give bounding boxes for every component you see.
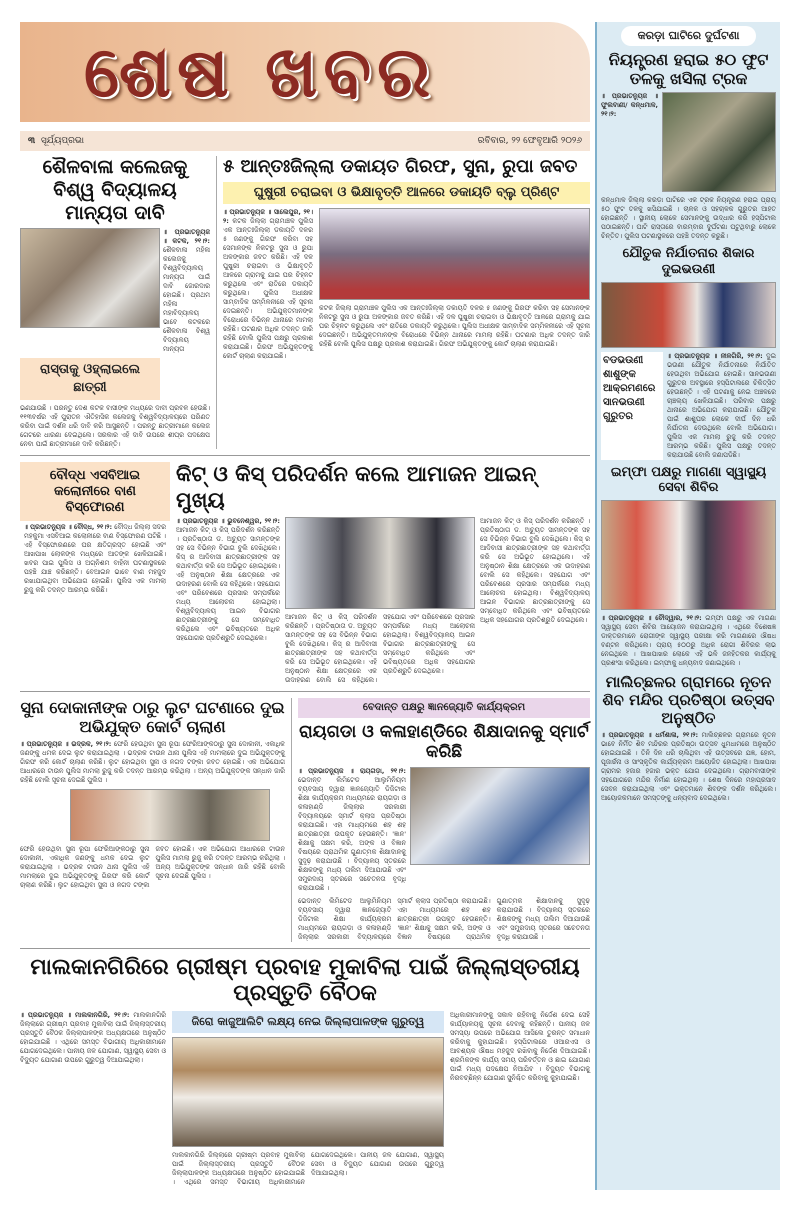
- photo-amazon-visit: [285, 517, 475, 609]
- story-boudh-blast: [20, 462, 170, 597]
- divider: [20, 691, 590, 692]
- story-health-camp: [601, 465, 776, 668]
- headline: ରାୟଗଡା ଓ କଳାହାଣ୍ଡିରେ ଶିକ୍ଷାଦାନକୁ ସ୍ମାର୍ଟ କରିଛି: [299, 721, 589, 763]
- story-body: ॥ ପ୍ରଭାତନ୍ୟୁଜ ॥ ଭଦ୍ରକ, ୨୧।୨: ଫେରି ହେଉଥିବା ସୁନା ରୂପା ଫେରିଆଙ୍କଠାରୁ ସୁନା ଦୋକାନୀ, ଏକାଧିକ ଜଣଙ୍କୁ ଧମକ ଦେଇ ଲୁଟ କରାଯାଇଥିଲା । ଭଦ୍ରକ ଟାଉନ ଥାନା ପୁଲିସ ଏହି ମାମଲାରେ ଦୁଇ ଅଭିଯୁକ୍ତଙ୍କୁ ଗିରଫ କରି କୋର୍ଟ ଚାଲାଣ କରିଛି। ଲୁଟ ହୋଇଥିବା ସୁନା ଓ ନଗଦ ଟଙ୍କା ଜବତ ହୋଇଛି। ଏକ ଅଭିଯୋଗ ଆଧାରରେ ଟାଉନ ପୁଲିସ ମାମଲା ରୁଜୁ କରି ତଦନ୍ତ ଆରମ୍ଭ କରିଥିଲା । ଅନ୍ୟ ଅଭିଯୁକ୍ତଙ୍କ ସନ୍ଧାନ ଜାରି ରହିଛି ବୋଲି ସୂଚନା ଦେଇଛି ପୁଲିସ ।: [20, 740, 285, 785]
- story-heatwave: [20, 955, 590, 1188]
- story-body: ଫେରି ହେଉଥିବା ସୁନା ରୂପା ଫେରିଆଙ୍କଠାରୁ ସୁନା ଦୋକାନୀ, ଏକାଧିକ ଜଣଙ୍କୁ ଧମକ ଦେଇ ଲୁଟ କରାଯାଇଥିଲା । ଭଦ୍ରକ ଟାଉନ ଥାନା ପୁଲିସ ଏହି ମାମଲାରେ ଦୁଇ ଅଭିଯୁକ୍ତଙ୍କୁ ଗିରଫ କରି କୋର୍ଟ ଚାଲାଣ କରିଛି। ଲୁଟ ହୋଇଥିବା ସୁନା ଓ ନଗଦ ଟଙ୍କା ଜବତ ହୋଇଛି। ଏକ ଅଭିଯୋଗ ଆଧାରରେ ଟାଉନ ପୁଲିସ ମାମଲା ରୁଜୁ କରି ତଦନ୍ତ ଆରମ୍ଭ କରିଥିଲା । ଅନ୍ୟ ଅଭିଯୁକ୍ତଙ୍କ ସନ୍ଧାନ ଜାରି ରହିଛି ବୋଲି ସୂଚନା ଦେଇଛି ପୁଲିସ ।: [20, 845, 285, 890]
- story-shailabala: [20, 156, 210, 449]
- story-columns: [601, 92, 776, 192]
- photo-meeting: [172, 1037, 444, 1147]
- story-columns: [601, 352, 776, 460]
- story-body: ॥ ପ୍ରଭାତନ୍ୟୁଜ ॥ କଟକ, ୨୧।୨: ଶୈଳବାଳା ମହିଳା କଲେଜକୁ ବିଶ୍ୱବିଦ୍ୟାଳୟ ମାନ୍ୟତା ପାଇଁ ଦାବି ଜୋରଦାର ହୋଇଛି। ପ୍ରଥମ ମହିଳା ମହାବିଦ୍ୟାଳୟ ଭାବେ କଟକରେ ଶୈଳବାଳା ବିଶ୍ୱ ବିଦ୍ୟାଳୟ ମାନ୍ୟତା: [163, 228, 210, 354]
- headline: ୫ ଆନ୍ତଃଜିଲ୍ଲା ଡକାୟତ ଗିରଫ, ସୁନା, ରୁପା ଜବତ: [223, 156, 578, 177]
- photo-column: [172, 1011, 444, 1187]
- headline: ସୁନା ଦୋକାନୀଙ୍କ ଠାରୁ ଲୁଟ ଘଟଣାରେ ଦୁଇ ଅଭିଯୁକ୍ତ କୋର୍ଟ ଚାଲାଣ: [20, 697, 285, 736]
- story-columns: [223, 208, 590, 361]
- story-body: ॥ ପ୍ରଭାତନ୍ୟୁଜ ॥ ଭୁବନେଶ୍ୱର, ୨୧।୨: ଆମାଜନ କିଟ୍ ଓ କିସ୍ ପରିଦର୍ଶନ କରିଛନ୍ତି । ପ୍ରତିଷ୍ଠାତା ଡ. ଅଚ୍ୟୁତ ସାମନ୍ତଙ୍କ ସହ ସେ ବିଭିନ୍ନ ବିଭାଗ ବୁଲି ଦେଖିଥିଲେ। କିସ୍ ର ଆଦିବାସୀ ଛାତ୍ରଛାତ୍ରୀଙ୍କ ସହ କଥାବାର୍ତ୍ତା କରି ସେ ଅଭିଭୂତ ହୋଇଥିଲେ। ଏହି ଅନୁଷ୍ଠାନ ଶିକ୍ଷା କ୍ଷେତ୍ରରେ ଏକ ଉଦାହରଣ ବୋଲି ସେ କହିଥିଲେ। ସହଯୋଗ ଏବଂ ପରିବେଶରେ ପ୍ରସାର ସମ୍ପର୍କରେ ମଧ୍ୟ ଆଲୋଚନା ହୋଇଥିଲା। ବିଶ୍ୱବିଦ୍ୟାଳୟ ଆଇନ ବିଭାଗର ଛାତ୍ରଛାତ୍ରୀଙ୍କୁ ସେ ସମ୍ବୋଧିତ କରିଥିଲେ ଏବଂ ଭବିଷ୍ୟତରେ ଅଧିକ ସହଯୋଗର ପ୍ରତିଶ୍ରୁତି ଦେଇଥିଲେ।: [176, 516, 280, 642]
- story-body: ॥ ପ୍ରଭାତନ୍ୟୁଜ ॥ ସାଲେପୁର, ୨୧।୨: କଟକ ଜିଲ୍ଲା ଗ୍ରାମାଞ୍ଚଳ ପୁଲିସ ଏକ ଆନ୍ତଃଜିଲ୍ଲା ଡକାୟତି ଦଳର ୫ ଜଣଙ୍କୁ ଗିରଫ କରିବା ସହ ସେମାନଙ୍କ ନିକଟରୁ ସୁନା ଓ ରୁପା ଅଳଙ୍କାର ଜବତ କରିଛି। ଏହି ଦଳ ଘୁଷୁରୀ ଚରାଇବା ଓ ଭିକ୍ଷାବୃତ୍ତି ଆଳରେ ଗ୍ରାମକୁ ଯାଇ ଘର ଚିହ୍ନଟ କରୁଥିଲେ ଏବଂ ରାତିରେ ଡକାୟତି କରୁଥିଲେ। ପୁଲିସ ଅଧୀକ୍ଷକ ସାମ୍ବାଦିକ ସମ୍ମିଳନୀରେ ଏହି ସୂଚନା ଦେଇଛନ୍ତି। ଅଭିଯୁକ୍ତମାନଙ୍କ ବିରୋଧରେ ବିଭିନ୍ନ ଥାନାରେ ମାମଲା ରହିଛି। ଘଟଣାର ଅଧିକ ତଦନ୍ତ ଜାରି ରହିଛି ବୋଲି ପୁଲିସ ପକ୍ଷରୁ ପ୍ରକାଶ କରାଯାଇଛି। ଗିରଫ ଅଭିଯୁକ୍ତଙ୍କୁ କୋର୍ଟ ଚାଲାଣ କରାଯାଇଛି।: [223, 207, 313, 360]
- photo-arrested-accused: [319, 208, 590, 300]
- subheadline: ଘୁଷୁରୀ ଚରାଇବା ଓ ଭିକ୍ଷାବୃତ୍ତି ଆଳରେ ଡକାୟତି ବ୍ଲୁ ପ୍ରିଣ୍ଟ: [223, 182, 590, 204]
- story-temple: [601, 673, 776, 803]
- story-gold-loot: [20, 698, 285, 890]
- story-columns: [20, 1011, 590, 1187]
- date-strip: [20, 131, 590, 151]
- photo-accused-police: [70, 789, 270, 841]
- photo-caption: ରାସ୍ତାକୁ ଓହ୍ଲାଇଲେ ଛାତ୍ରୀ: [20, 358, 160, 400]
- story-body: ଆମାଜନ କିଟ୍ ଓ କିସ୍ ପରିଦର୍ଶନ କରିଛନ୍ତି । ପ୍ରତିଷ୍ଠାତା ଡ. ଅଚ୍ୟୁତ ସାମନ୍ତଙ୍କ ସହ ସେ ବିଭିନ୍ନ ବିଭାଗ ବୁଲି ଦେଖିଥିଲେ। କିସ୍ ର ଆଦିବାସୀ ଛାତ୍ରଛାତ୍ରୀଙ୍କ ସହ କଥାବାର୍ତ୍ତା କରି ସେ ଅଭିଭୂତ ହୋଇଥିଲେ। ଏହି ଅନୁଷ୍ଠାନ ଶିକ୍ଷା କ୍ଷେତ୍ରରେ ଏକ ଉଦାହରଣ ବୋଲି ସେ କହିଥିଲେ। ସହଯୋଗ ଏବଂ ପରିବେଶରେ ପ୍ରସାର ସମ୍ପର୍କରେ ମଧ୍ୟ ଆଲୋଚନା ହୋଇଥିଲା। ବିଶ୍ୱବିଦ୍ୟାଳୟ ଆଇନ ବିଭାଗର ଛାତ୍ରଛାତ୍ରୀଙ୍କୁ ସେ ସମ୍ବୋଧିତ କରିଥିଲେ ଏବଂ ଭବିଷ୍ୟତରେ ଅଧିକ ସହଯୋଗର ପ୍ରତିଶ୍ରୁତି ଦେଇଥିଲେ।: [285, 612, 475, 684]
- divider: [291, 698, 292, 942]
- headline: ମାଲିଚ୍ଛଳର ଗ୍ରାମରେ ନୂତନ ଶିବ ମନ୍ଦିର ପ୍ରତିଷ୍ଠା ଉତ୍ସବ ଅନୁଷ୍ଠିତ: [602, 672, 775, 727]
- divider: [20, 948, 590, 949]
- subheadline: ଜିରୋ କାଜୁଆଲିଟି ଲକ୍ଷ୍ୟ ନେଇ ଜିଲ୍ଲାପାଳଙ୍କ ଗୁରୁତ୍ୱ: [172, 1011, 444, 1033]
- story-body: ॥ ପ୍ରଭାତନ୍ୟୁଜ ॥ ନୀଳଗିରି, ୨୧।୨: ଦୁଇ ଭଉଣୀ ଯୌତୁକ ନିର୍ଯାତନାରେ ନିର୍ଯାତିତ ହେଉଥିବା ଅଭିଯୋଗ ହୋଇଛି। ସାନଭଉଣୀ ଗୁରୁତର ଅବସ୍ଥାରେ ହସ୍ପିଟାଲରେ ଚିକିତ୍ସିତ ହେଉଛନ୍ତି । ଏହି ଘଟଣାକୁ ନେଇ ଅଞ୍ଚଳରେ ଚାଞ୍ଚଲ୍ୟ ଖେଳିଯାଇଛି। ପରିବାର ପକ୍ଷରୁ ଥାନାରେ ଅଭିଯୋଗ କରାଯାଇଛି। ଯୌତୁକ ପାଇଁ ଶାଶୁଘର ଲୋକେ ଦୀର୍ଘ ଦିନ ଧରି ନିର୍ଯାତନା ଦେଉଥିଲେ ବୋଲି ଅଭିଯୋଗ। ପୁଲିସ ଏକ ମାମଲା ରୁଜୁ କରି ତଦନ୍ତ ଆରମ୍ଭ କରିଛି। ପୁଲିସ ପକ୍ଷରୁ ତଦନ୍ତ କରାଯାଉଛି ବୋଲି ଜଣାପଡିଛି।: [667, 351, 776, 459]
- story-body: ଭଣଯାଉଛି । ପରନ୍ତୁ ଦେଶ କଟକ ବାସୀଙ୍କ ମଧ୍ୟରେ ଦାବୀ ପ୍ରବଳ ହେଉଛି। ୧୧୩ବର୍ଷର ଏହି ପୁରାତନ ଐତିହାସିକ କଲେଜକୁ ବିଶ୍ୱବିଦ୍ୟାଳୟରେ ପରିଣତ କରିବା ପାଇଁ ଦର୍ଶନ ଧରି ଦାବି କରି ଆସୁଛନ୍ତି । ପରନ୍ତୁ ଛାତ୍ରୀମାନେ କଲେଜ ଗେଟରେ ଧାରଣା ଦେଇଥିଲେ। ସରକାର ଏହି ଦାବି ଉପରେ ଶୀଘ୍ର ପଦକ୍ଷେପ ନେବା ପାଇଁ ଛାତ୍ରୀମାନେ ଦାବି କରିଛନ୍ତି।: [20, 404, 210, 449]
- row-top: [20, 156, 590, 449]
- headline: ନିୟନ୍ତ୍ରଣ ହରାଇ ୫୦ ଫୁଟ ତଳକୁ ଖସିଲା ଟ୍ରକ: [608, 50, 769, 89]
- story-body: ଭେଦାନ୍ତ ଲିମିଟେଡ ଆଲୁମିନିୟମ ବ୍ୟବସାୟ ଦ୍ୱାରା ଜ୍ଞାନଜ୍ୟୋତି ଡିଜିଟାଲ ଶିକ୍ଷା କାର୍ଯ୍ୟକ୍ରମ ମାଧ୍ୟମରେ ରାୟଗଡ଼ା ଓ କଳାହାଣ୍ଡି ଜିଲ୍ଲାର ସରକାରୀ ବିଦ୍ୟାଳୟରେ ସ୍ମାର୍ଟ କ୍ଲାସ ପ୍ରତିଷ୍ଠା କରାଯାଇଛି। ଏହା ମାଧ୍ୟମରେ ଶହ ଶହ ଛାତ୍ରଛାତ୍ରୀ ଉପକୃତ ହେଉଛନ୍ତି। 'ଜ୍ଞାନ' ଶିକ୍ଷାକୁ ସକ୍ଷମ କରି, ଅଙ୍କ ଓ ବିଜ୍ଞାନ ବିଷୟରେ ପ୍ରାଥମିକ ଗୁଣାତ୍ମକ ଶିକ୍ଷାଦାନକୁ ସୁଦୃଢ଼ କରାଯାଉଛି । ବିଦ୍ୟାଳୟ ସ୍ତରରେ ଶିକ୍ଷକଙ୍କୁ ମଧ୍ୟ ତାଲିମ ଦିଆଯାଉଛି ଏବଂ ସମ୍ପ୍ରଦାୟ ସ୍ତରରେ ସଚେତନତା ବୃଦ୍ଧି କରାଯାଉଛି ।: [298, 896, 590, 941]
- story-body: ଅଧିକାରୀମାନଙ୍କୁ ସକାଳ ରହିବାକୁ ନିର୍ଦ୍ଦେଶ ଦେଇ ସେହି କାର୍ଯ୍ୟାଳୟକୁ ସୂଚନା ଦେବାକୁ କହିଛନ୍ତି। ପାନୀୟ ଜଳ ସମସ୍ୟା ଉପରେ ଅଭିଯୋଗ ଆସିଲେ ତୁରନ୍ତ ସମାଧାନ କରିବାକୁ କୁହାଯାଇଛି। ହସ୍ପିଟାଲରେ ଓଆରଏସ ଓ ଆବଶ୍ୟକ ଔଷଧ ମହଜୁଦ ରଖିବାକୁ ନିର୍ଦ୍ଦେଶ ଦିଆଯାଇଛି। ଶ୍ରମିକଙ୍କ କାର୍ଯ୍ୟ ସମୟ ପରିବର୍ତ୍ତନ ଓ ଛାଇ ଯୋଗାଣ ପାଇଁ ମଧ୍ୟ ପଦକ୍ଷେପ ନିଆଯିବ । ବିଦ୍ୟୁତ ବିଭାଗକୁ ନିରବଚ୍ଛିନ୍ନ ଯୋଗାଣ ସୁନିଶ୍ଚିତ କରିବାକୁ କୁହାଯାଇଛି।: [450, 1011, 590, 1083]
- story-body: ଆମାଜନ କିଟ୍ ଓ କିସ୍ ପରିଦର୍ଶନ କରିଛନ୍ତି । ପ୍ରତିଷ୍ଠାତା ଡ. ଅଚ୍ୟୁତ ସାମନ୍ତଙ୍କ ସହ ସେ ବିଭିନ୍ନ ବିଭାଗ ବୁଲି ଦେଖିଥିଲେ। କିସ୍ ର ଆଦିବାସୀ ଛାତ୍ରଛାତ୍ରୀଙ୍କ ସହ କଥାବାର୍ତ୍ତା କରି ସେ ଅଭିଭୂତ ହୋଇଥିଲେ। ଏହି ଅନୁଷ୍ଠାନ ଶିକ୍ଷା କ୍ଷେତ୍ରରେ ଏକ ଉଦାହରଣ ବୋଲି ସେ କହିଥିଲେ। ସହଯୋଗ ଏବଂ ପରିବେଶରେ ପ୍ରସାର ସମ୍ପର୍କରେ ମଧ୍ୟ ଆଲୋଚନା ହୋଇଥିଲା। ବିଶ୍ୱବିଦ୍ୟାଳୟ ଆଇନ ବିଭାଗର ଛାତ୍ରଛାତ୍ରୀଙ୍କୁ ସେ ସମ୍ବୋଧିତ କରିଥିଲେ ଏବଂ ଭବିଷ୍ୟତରେ ଅଧିକ ସହଯୋଗର ପ୍ରତିଶ୍ରୁତି ଦେଇଥିଲେ।: [480, 516, 590, 624]
- kicker: କରଡ଼ା ଘାଟିରେ ଦୁର୍ଘଟଣା: [621, 26, 756, 46]
- story-amazon: [176, 462, 590, 684]
- row-second: [20, 462, 590, 684]
- story-body: ॥ ପ୍ରଭାତନ୍ୟୁଜ ॥ ଧର୍ମଶାଳା, ୨୧।୨: ମାଲିଚ୍ଛଳର ଗ୍ରାମରେ ନୂତନ ଭାବେ ନିର୍ମିତ ଶିବ ମନ୍ଦିରର ପ୍ରତିଷ୍ଠା ଉତ୍ସବ ଧୁମଧାମରେ ଅନୁଷ୍ଠିତ ହୋଇଯାଇଛି । ତିନି ଦିନ ଧରି ଚାଲିଥିବା ଏହି ଉତ୍ସବରେ ଯଜ୍ଞ, ହୋମ, ପୂଜାର୍ଚ୍ଚନା ଓ ସାଂସ୍କୃତିକ କାର୍ଯ୍ୟକ୍ରମ ଆୟୋଜିତ ହୋଇଥିଲା। ଆଖପାଖ ଗ୍ରାମର ହଜାର ହଜାର ଭକ୍ତ ଯୋଗ ଦେଇଥିଲେ। ଗ୍ରାମବାସୀଙ୍କ ସହଯୋଗରେ ମନ୍ଦିର ନିର୍ମାଣ ହୋଇଥିଲା । ଶେଷ ଦିନରେ ମହାପ୍ରସାଦ ସେବନ କରାଯାଇଥିଲା ଏବଂ ଭକ୍ତମାନେ ଶିବଙ୍କ ଦର୍ଶନ କରିଥିଲେ। ଆୟୋଜକମାନେ ସମସ୍ତଙ୍କୁ ଧନ୍ୟବାଦ ଦେଇଥିଲେ।: [601, 730, 776, 802]
- photo-smart-class: [410, 767, 590, 865]
- story-columns: [298, 767, 590, 893]
- headline: ଇମ୍ଫା ପକ୍ଷରୁ ମାଗଣା ସ୍ୱାସ୍ଥ୍ୟ ସେବା ଶିବିର: [610, 464, 767, 496]
- story-dowry: [601, 246, 776, 459]
- photo-column: [285, 517, 475, 685]
- headline: ବୌଦ୍ଧ ଏସବିଆଇ କଲୋନୀରେ ବାଣ ବିସ୍ଫୋରଣ: [49, 468, 141, 515]
- right-column: [595, 22, 780, 1190]
- headline: ମାଲକାନଗିରିରେ ଗ୍ରୀଷ୍ମ ପ୍ରବାହ ମୁକାବିଲା ପାଇଁ ଜିଲ୍ଲାସ୍ତରୀୟ ପ୍ରସ୍ତୁତି ବୈଠକ: [30, 954, 580, 1006]
- headline: କିଟ୍ ଓ କିସ୍ ପରିଦର୍ଶନ କଲେ ଆମାଜନ ଆଇନ୍ ମୁଖ୍ୟ: [176, 462, 537, 512]
- story-body: କଟକ ଜିଲ୍ଲା ଗ୍ରାମାଞ୍ଚଳ ପୁଲିସ ଏକ ଆନ୍ତଃଜିଲ୍ଲା ଡକାୟତି ଦଳର ୫ ଜଣଙ୍କୁ ଗିରଫ କରିବା ସହ ସେମାନଙ୍କ ନିକଟରୁ ସୁନା ଓ ରୁପା ଅଳଙ୍କାର ଜବତ କରିଛି। ଏହି ଦଳ ଘୁଷୁରୀ ଚରାଇବା ଓ ଭିକ୍ଷାବୃତ୍ତି ଆଳରେ ଗ୍ରାମକୁ ଯାଇ ଘର ଚିହ୍ନଟ କରୁଥିଲେ ଏବଂ ରାତିରେ ଡକାୟତି କରୁଥିଲେ। ପୁଲିସ ଅଧୀକ୍ଷକ ସାମ୍ବାଦିକ ସମ୍ମିଳନୀରେ ଏହି ସୂଚନା ଦେଇଛନ୍ତି। ଅଭିଯୁକ୍ତମାନଙ୍କ ବିରୋଧରେ ବିଭିନ୍ନ ଥାନାରେ ମାମଲା ରହିଛି। ଘଟଣାର ଅଧିକ ତଦନ୍ତ ଜାରି ରହିଛି ବୋଲି ପୁଲିସ ପକ୍ଷରୁ ପ୍ରକାଶ କରାଯାଇଛି। ଗିରଫ ଅଭିଯୁକ୍ତଙ୍କୁ କୋର୍ଟ ଚାଲାଣ କରାଯାଇଛି।: [319, 303, 590, 348]
- photo-students-protest: [20, 228, 160, 328]
- photo-caption: ବଡଭଉଣୀ ଶାଶୁଙ୍କ ଆକ୍ରମଣରେ ସାନଭଉଣୀ ଗୁରୁତର: [601, 352, 663, 460]
- main-area: [20, 156, 590, 1187]
- divider: [20, 455, 590, 456]
- story-body: ॥ ପ୍ରଭାତନ୍ୟୁଜ ॥ ବୌଦ୍ଧ, ୨୧।୨: ବୌଦ୍ଧ ଜିଲ୍ଲା ସଦର ମହକୁମା ଏସବିଆଇ କଲୋନୀରେ ବାଣ ବିସ୍ଫୋରଣ ଘଟିଛି । ଏହି ବିସ୍ଫୋରଣରେ ଘର କ୍ଷତିଗ୍ରସ୍ତ ହୋଇଛି ଏବଂ ଆଖପାଖ ଲୋକଙ୍କ ମଧ୍ୟରେ ଆତଙ୍କ ଖେଳିଯାଇଛି। ଖବର ପାଇ ପୁଲିସ ଓ ଅଗ୍ନିଶମ ବାହିନୀ ଘଟଣାସ୍ଥଳରେ ପହଞ୍ଚି ଯାଞ୍ଚ କରିଛନ୍ତି। ବେଆଇନ ଭାବେ ବାଣ ମହଜୁଦ ରଖାଯାଇଥିବା ଅଭିଯୋଗ ହୋଇଛି। ପୁଲିସ ଏକ ମାମଲା ରୁଜୁ କରି ତଦନ୍ତ ଆରମ୍ଭ କରିଛି।: [20, 521, 170, 597]
- kicker: ବେଦାନ୍ତ ପକ୍ଷରୁ ଜ୍ଞାନଜ୍ୟୋତି କାର୍ଯ୍ୟକ୍ରମ: [298, 698, 590, 718]
- photo-column: [319, 208, 590, 361]
- story-truck-accident: [601, 26, 776, 241]
- masthead: [20, 22, 590, 122]
- page-number: ୩: [28, 136, 36, 146]
- story-body: ॥ ପ୍ରଭାତନ୍ୟୁଜ ॥ ରାୟଗଡ଼ା, ୨୧।୨: ଭେଦାନ୍ତ ଲିମିଟେଡ ଆଲୁମିନିୟମ ବ୍ୟବସାୟ ଦ୍ୱାରା ଜ୍ଞାନଜ୍ୟୋତି ଡିଜିଟାଲ ଶିକ୍ଷା କାର୍ଯ୍ୟକ୍ରମ ମାଧ୍ୟମରେ ରାୟଗଡ଼ା ଓ କଳାହାଣ୍ଡି ଜିଲ୍ଲାର ସରକାରୀ ବିଦ୍ୟାଳୟରେ ସ୍ମାର୍ଟ କ୍ଲାସ ପ୍ରତିଷ୍ଠା କରାଯାଇଛି। ଏହା ମାଧ୍ୟମରେ ଶହ ଶହ ଛାତ୍ରଛାତ୍ରୀ ଉପକୃତ ହେଉଛନ୍ତି। 'ଜ୍ଞାନ' ଶିକ୍ଷାକୁ ସକ୍ଷମ କରି, ଅଙ୍କ ଓ ବିଜ୍ଞାନ ବିଷୟରେ ପ୍ରାଥମିକ ଗୁଣାତ୍ମକ ଶିକ୍ଷାଦାନକୁ ସୁଦୃଢ଼ କରାଯାଉଛି । ବିଦ୍ୟାଳୟ ସ୍ତରରେ ଶିକ୍ଷକଙ୍କୁ ମଧ୍ୟ ତାଲିମ ଦିଆଯାଉଛି ଏବଂ ସମ୍ପ୍ରଦାୟ ସ୍ତରରେ ସଚେତନତା ବୃଦ୍ଧି କରାଯାଉଛି ।: [298, 766, 406, 892]
- headline: ଯୌତୁକ ନିର୍ଯାତନାର ଶିକାର ଦୁଇଭଉଣୀ: [622, 246, 755, 277]
- story-body: ମାଲକାନଗିରି ଜିଲ୍ଲାରେ ଗ୍ରୀଷ୍ମ ପ୍ରବାହ ମୁକାବିଲା ପାଇଁ ଜିଲ୍ଲାସ୍ତରୀୟ ପ୍ରସ୍ତୁତି ବୈଠକ ଜିଲ୍ଲାପାଳଙ୍କ ଅଧ୍ୟକ୍ଷତାରେ ଅନୁଷ୍ଠିତ ହୋଇଯାଇଛି । ଏଥିରେ ସମସ୍ତ ବିଭାଗୀୟ ଅଧିକାରୀମାନେ ଯୋଗଦେଇଥିଲେ। ପାନୀୟ ଜଳ ଯୋଗାଣ, ସ୍ୱାସ୍ଥ୍ୟ ସେବା ଓ ବିଦ୍ୟୁତ ଯୋଗାଣ ଉପରେ ଗୁରୁତ୍ୱ ଦିଆଯାଇଥିଲା।: [172, 1151, 444, 1187]
- story-body: ॥ ପ୍ରଭାତନ୍ୟୁଜ ॥ ଫୁଲବାଣୀ/ କନ୍ଧମାଳ, ୨୧।୨:: [601, 92, 658, 119]
- issue-date: ରବିବାର, ୨୨ ଫେବୃଆରି ୨୦୨୬: [477, 136, 582, 146]
- paper-name: ସୂର୍ଯ୍ୟପ୍ରଭା: [40, 136, 85, 146]
- photo-health-camp: [601, 500, 776, 610]
- headline: ଶୈଳବାଳା କଲେଜକୁ ବିଶ୍ୱ ବିଦ୍ୟାଳୟ ମାନ୍ୟତା ଦାବି: [42, 156, 188, 224]
- row-third: [20, 698, 590, 942]
- story-body: କନ୍ଧମାଳ ଜିଲ୍ଲା କରଡ଼ା ଘାଟିରେ ଏକ ଟ୍ରକ ନିୟନ୍ତ୍ରଣ ହରାଇ ପ୍ରାୟ ୫୦ ଫୁଟ ତଳକୁ ଖସିଯାଇଛି । ଚାଳକ ଓ ସହଚାଳକ ଗୁରୁତର ଆହତ ହୋଇଛନ୍ତି । ସ୍ଥାନୀୟ ଲୋକେ ସେମାନଙ୍କୁ ଉଦ୍ଧାର କରି ହସ୍ପିଟାଲ ପଠାଇଛନ୍ତି। ଘାଟି ରାସ୍ତାରେ ବାରମ୍ବାର ଦୁର୍ଘଟଣା ଘଟୁଥିବାରୁ ଲୋକେ ଚିନ୍ତିତ। ପୁଲିସ ଘଟଣାସ୍ଥଳରେ ପହଞ୍ଚି ତଦନ୍ତ କରୁଛି।: [601, 196, 776, 241]
- story-body: ॥ ପ୍ରଭାତନ୍ୟୁଜ ॥ ଚୌଦ୍ୱାର, ୨୧।୨: ଇମ୍ଫା ପକ୍ଷରୁ ଏକ ମାଗଣା ସ୍ୱାସ୍ଥ୍ୟ ସେବା ଶିବିର ଆୟୋଜନ କରାଯାଇଥିଲା । ଏଥିରେ ବିଶେଷଜ୍ଞ ଡାକ୍ତରମାନେ ରୋଗୀଙ୍କ ସ୍ୱାସ୍ଥ୍ୟ ପରୀକ୍ଷା କରି ମାଗଣାରେ ଔଷଧ ବଣ୍ଟନ କରିଥିଲେ। ପ୍ରାୟ ୫୦୦ରୁ ଅଧିକ ରୋଗୀ ଶିବିରର ଲାଭ ନେଇଥିଲେ । ଆଖପାଖର ଲୋକେ ଏହି ଭଳି ଜନହିତକର କାର୍ଯ୍ୟକୁ ପ୍ରଶଂସା କରିଥିଲେ। ଇମ୍ଫାକୁ ଧନ୍ୟବାଦ ଜଣାଇଥିଲେ ।: [601, 613, 776, 667]
- story-body: ॥ ପ୍ରଭାତନ୍ୟୁଜ ॥ ମାଲକାନଗିରି, ୨୧।୨: ମାଲକାନଗିରି ଜିଲ୍ଲାରେ ଗ୍ରୀଷ୍ମ ପ୍ରବାହ ମୁକାବିଲା ପାଇଁ ଜିଲ୍ଲାସ୍ତରୀୟ ପ୍ରସ୍ତୁତି ବୈଠକ ଜିଲ୍ଲାପାଳଙ୍କ ଅଧ୍ୟକ୍ଷତାରେ ଅନୁଷ୍ଠିତ ହୋଇଯାଇଛି । ଏଥିରେ ସମସ୍ତ ବିଭାଗୀୟ ଅଧିକାରୀମାନେ ଯୋଗଦେଇଥିଲେ। ପାନୀୟ ଜଳ ଯୋଗାଣ, ସ୍ୱାସ୍ଥ୍ୟ ସେବା ଓ ବିଦ୍ୟୁତ ଯୋଗାଣ ଉପରେ ଗୁରୁତ୍ୱ ଦିଆଯାଇଥିଲା।: [20, 1011, 166, 1065]
- story-dacoits: [223, 156, 590, 361]
- masthead-title: ଶେଷ ଖବର: [83, 30, 437, 113]
- photo-truck: [662, 92, 776, 192]
- story-vedanta: [298, 698, 590, 942]
- divider: [216, 156, 217, 449]
- photo-dowry-victims: [601, 282, 776, 348]
- photo-row: [20, 228, 210, 354]
- story-columns: [176, 517, 590, 685]
